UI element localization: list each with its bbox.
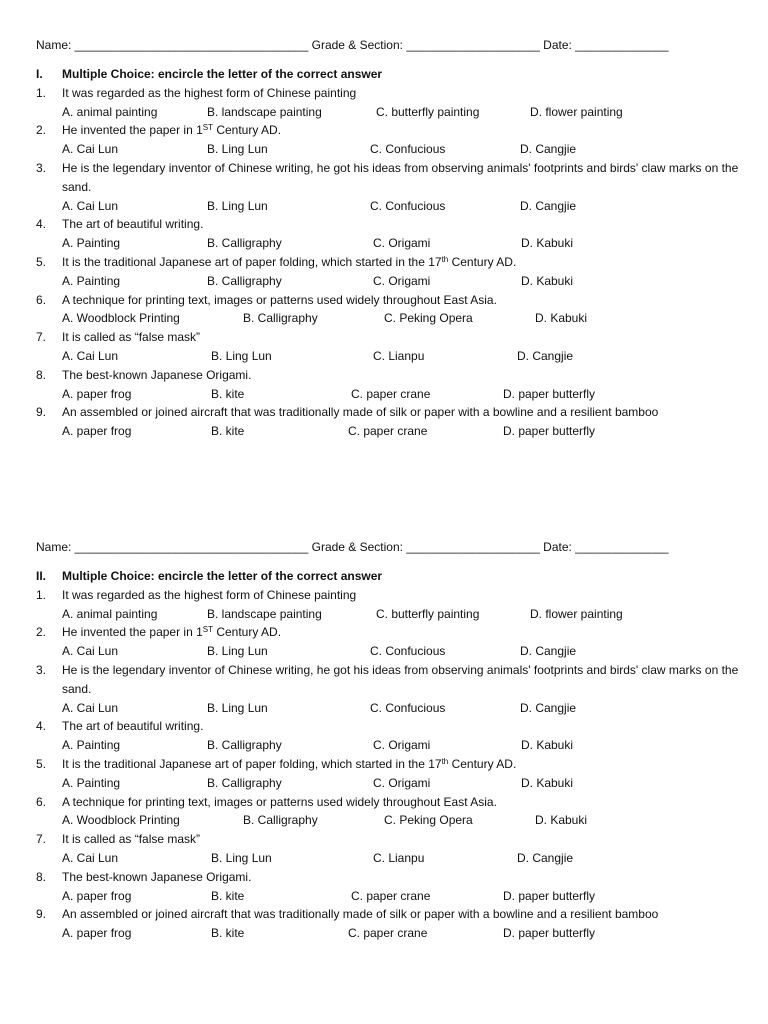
question-number: 3. (36, 662, 47, 677)
option-c[interactable]: C. paper crane (351, 888, 431, 903)
question-text: It was regarded as the highest form of Chinese painting (62, 85, 357, 100)
question-text (62, 623, 281, 642)
options-row (36, 887, 748, 906)
name-field-label: Name: ___________________________________ (36, 38, 309, 52)
options-row (36, 849, 748, 868)
question-2 (36, 121, 748, 140)
option-c[interactable]: C. paper crane (348, 926, 428, 941)
option-c[interactable]: C. Peking Opera (384, 813, 473, 828)
option-a[interactable]: A. Cai Lun (62, 644, 119, 659)
option-a[interactable]: A. Cai Lun (62, 348, 119, 363)
question-text: The best-known Japanese Origami. (62, 869, 252, 884)
option-c[interactable]: C. Confucious (370, 644, 446, 659)
options-row (36, 699, 748, 718)
question-text: An assembled or joined aircraft that was traditionally made of silk or paper with a bowline and a resilient bamboo (62, 405, 659, 420)
question-number: 5. (36, 756, 47, 771)
option-b[interactable]: B. kite (211, 386, 245, 401)
question-number: 9. (36, 907, 47, 922)
question-number: 8. (36, 869, 47, 884)
name-field-label: Name: ___________________________________ (36, 540, 309, 554)
option-a[interactable]: A. paper frog (62, 888, 132, 903)
options-row (36, 197, 748, 216)
question-text: A technique for printing text, images or patterns used widely throughout East Asia. (62, 292, 497, 307)
option-b[interactable]: B. landscape painting (207, 606, 322, 621)
option-d[interactable]: D. Cangjie (520, 198, 577, 213)
date-field-label: Date: ______________ (543, 38, 669, 52)
question-8 (36, 868, 748, 887)
options-row (36, 736, 748, 755)
section-instruction (36, 65, 748, 84)
question-text-part: Century AD. (448, 254, 517, 269)
option-b[interactable]: B. Calligraphy (207, 236, 282, 251)
question-text (62, 253, 516, 272)
question-6 (36, 793, 748, 812)
option-d[interactable]: D. Cangjie (520, 700, 577, 715)
date-field-label: Date: ______________ (543, 540, 669, 554)
option-c[interactable]: C. paper crane (348, 424, 428, 439)
option-c[interactable]: C. Confucious (370, 142, 446, 157)
option-d[interactable]: D. paper butterfly (503, 424, 596, 439)
option-d[interactable]: D. Kabuki (521, 236, 574, 251)
superscript: ST (202, 625, 213, 635)
question-text-part: Century AD. (448, 756, 517, 771)
superscript: ST (202, 123, 213, 133)
question-number: 6. (36, 794, 47, 809)
option-d[interactable]: D. Kabuki (535, 311, 588, 326)
option-b[interactable]: B. Calligraphy (207, 273, 282, 288)
question-number: 7. (36, 330, 47, 345)
question-number: 3. (36, 160, 47, 175)
quiz-sheet-2 (36, 538, 748, 943)
option-a[interactable]: A. paper frog (62, 386, 132, 401)
option-a[interactable]: A. Woodblock Printing (62, 813, 180, 828)
option-c[interactable]: C. Confucious (370, 198, 446, 213)
option-b[interactable]: B. landscape painting (207, 104, 322, 119)
option-d[interactable]: D. Kabuki (521, 738, 574, 753)
question-text-part: Century AD. (213, 123, 282, 138)
option-a[interactable]: A. paper frog (62, 424, 132, 439)
question-4 (36, 717, 748, 736)
option-a[interactable]: A. Cai Lun (62, 850, 119, 865)
option-c[interactable]: C. Origami (373, 273, 431, 288)
option-a[interactable]: A. Cai Lun (62, 700, 119, 715)
question-text: He is the legendary inventor of Chinese writing, he got his ideas from observing animals' footprints and birds' claw marks on the sand. (62, 662, 739, 696)
option-a[interactable]: A. Painting (62, 775, 121, 790)
option-d[interactable]: D. Kabuki (535, 813, 588, 828)
options-row (36, 140, 748, 159)
question-text: He is the legendary inventor of Chinese writing, he got his ideas from observing animals' footprints and birds' claw marks on the sand. (62, 160, 739, 194)
question-text-part: It is the traditional Japanese art of paper folding, which started in the 17 (62, 254, 442, 269)
question-number: 1. (36, 85, 47, 100)
section-instruction (36, 567, 748, 586)
option-c[interactable]: C. Origami (373, 775, 431, 790)
superscript: th (441, 254, 449, 264)
question-4 (36, 215, 748, 234)
options-row (36, 103, 748, 122)
option-d[interactable]: D. flower painting (530, 104, 623, 119)
option-d[interactable]: D. Kabuki (521, 775, 574, 790)
option-a[interactable]: A. Woodblock Printing (62, 311, 180, 326)
question-8 (36, 366, 748, 385)
grade-section-field-label: Grade & Section: ____________________ (311, 540, 540, 554)
question-number: 2. (36, 123, 47, 138)
option-b[interactable]: B. Calligraphy (243, 813, 318, 828)
option-b[interactable]: B. kite (211, 424, 245, 439)
question-5 (36, 755, 748, 774)
quiz-sheet-1 (36, 36, 748, 441)
question-number: 6. (36, 292, 47, 307)
option-c[interactable]: C. Confucious (370, 700, 446, 715)
option-b[interactable]: B. Ling Lun (211, 850, 272, 865)
question-text (62, 121, 281, 140)
question-2 (36, 623, 748, 642)
options-row (36, 234, 748, 253)
question-9 (36, 403, 748, 422)
option-b[interactable]: B. kite (211, 926, 245, 941)
options-row (36, 642, 748, 661)
question-3 (36, 159, 748, 197)
option-b[interactable]: B. Ling Lun (207, 700, 268, 715)
question-text: A technique for printing text, images or patterns used widely throughout East Asia. (62, 794, 497, 809)
option-c[interactable]: C. butterfly painting (376, 606, 480, 621)
option-b[interactable]: B. Ling Lun (211, 348, 272, 363)
question-number: 1. (36, 587, 47, 602)
option-d[interactable]: D. paper butterfly (503, 386, 596, 401)
question-1 (36, 586, 748, 605)
question-text: It is called as “false mask” (62, 832, 201, 847)
section-number: II. (36, 569, 47, 583)
option-a[interactable]: A. animal painting (62, 606, 158, 621)
question-3 (36, 661, 748, 699)
question-6 (36, 291, 748, 310)
option-a[interactable]: A. Cai Lun (62, 198, 119, 213)
option-d[interactable]: D. Cangjie (520, 644, 577, 659)
option-d[interactable]: D. paper butterfly (503, 926, 596, 941)
option-c[interactable]: C. Origami (373, 738, 431, 753)
option-c[interactable]: C. Peking Opera (384, 311, 473, 326)
option-a[interactable]: A. Cai Lun (62, 142, 119, 157)
option-a[interactable]: A. animal painting (62, 104, 158, 119)
question-text-part: He invented the paper in 1 (62, 625, 203, 640)
option-d[interactable]: D. Kabuki (521, 273, 574, 288)
options-row (36, 422, 748, 441)
option-c[interactable]: C. Lianpu (373, 348, 425, 363)
question-text: It is called as “false mask” (62, 330, 201, 345)
option-d[interactable]: D. Cangjie (517, 348, 574, 363)
question-number: 5. (36, 254, 47, 269)
question-text-part: It is the traditional Japanese art of paper folding, which started in the 17 (62, 756, 442, 771)
option-d[interactable]: D. Cangjie (520, 142, 577, 157)
option-b[interactable]: B. Ling Lun (207, 142, 268, 157)
options-row (36, 385, 748, 404)
question-text: It was regarded as the highest form of Chinese painting (62, 587, 357, 602)
option-b[interactable]: B. kite (211, 888, 245, 903)
option-b[interactable]: B. Ling Lun (207, 644, 268, 659)
question-7 (36, 328, 748, 347)
option-c[interactable]: C. Lianpu (373, 850, 425, 865)
options-row (36, 774, 748, 793)
question-1 (36, 84, 748, 103)
option-c[interactable]: C. Origami (373, 236, 431, 251)
question-text-part: Century AD. (213, 625, 282, 640)
question-number: 2. (36, 625, 47, 640)
option-b[interactable]: B. Calligraphy (207, 738, 282, 753)
option-b[interactable]: B. Ling Lun (207, 198, 268, 213)
question-text-part: He invented the paper in 1 (62, 123, 203, 138)
option-c[interactable]: C. paper crane (351, 386, 431, 401)
options-row (36, 811, 748, 830)
option-a[interactable]: A. Painting (62, 273, 121, 288)
header-line (36, 538, 748, 556)
question-number: 7. (36, 832, 47, 847)
option-d[interactable]: D. Cangjie (517, 850, 574, 865)
option-d[interactable]: D. flower painting (530, 606, 623, 621)
option-a[interactable]: A. paper frog (62, 926, 132, 941)
option-b[interactable]: B. Calligraphy (243, 311, 318, 326)
option-a[interactable]: A. Painting (62, 738, 121, 753)
question-text: The best-known Japanese Origami. (62, 367, 252, 382)
question-text: The art of beautiful writing. (62, 217, 204, 232)
option-d[interactable]: D. paper butterfly (503, 888, 596, 903)
question-9 (36, 905, 748, 924)
options-row (36, 309, 748, 328)
question-text: An assembled or joined aircraft that was traditionally made of silk or paper with a bowline and a resilient bamboo (62, 907, 659, 922)
instruction-text: Multiple Choice: encircle the letter of the correct answer (62, 67, 383, 81)
option-b[interactable]: B. Calligraphy (207, 775, 282, 790)
options-row (36, 924, 748, 943)
question-7 (36, 830, 748, 849)
option-c[interactable]: C. butterfly painting (376, 104, 480, 119)
question-text (62, 755, 516, 774)
question-text: The art of beautiful writing. (62, 719, 204, 734)
options-row (36, 347, 748, 366)
header-line (36, 36, 748, 54)
instruction-text: Multiple Choice: encircle the letter of the correct answer (62, 569, 383, 583)
question-5 (36, 253, 748, 272)
options-row (36, 272, 748, 291)
superscript: th (441, 756, 449, 766)
option-a[interactable]: A. Painting (62, 236, 121, 251)
question-number: 4. (36, 719, 47, 734)
question-number: 9. (36, 405, 47, 420)
section-number: I. (36, 67, 43, 81)
options-row (36, 605, 748, 624)
question-number: 8. (36, 367, 47, 382)
question-number: 4. (36, 217, 47, 232)
grade-section-field-label: Grade & Section: ____________________ (311, 38, 540, 52)
